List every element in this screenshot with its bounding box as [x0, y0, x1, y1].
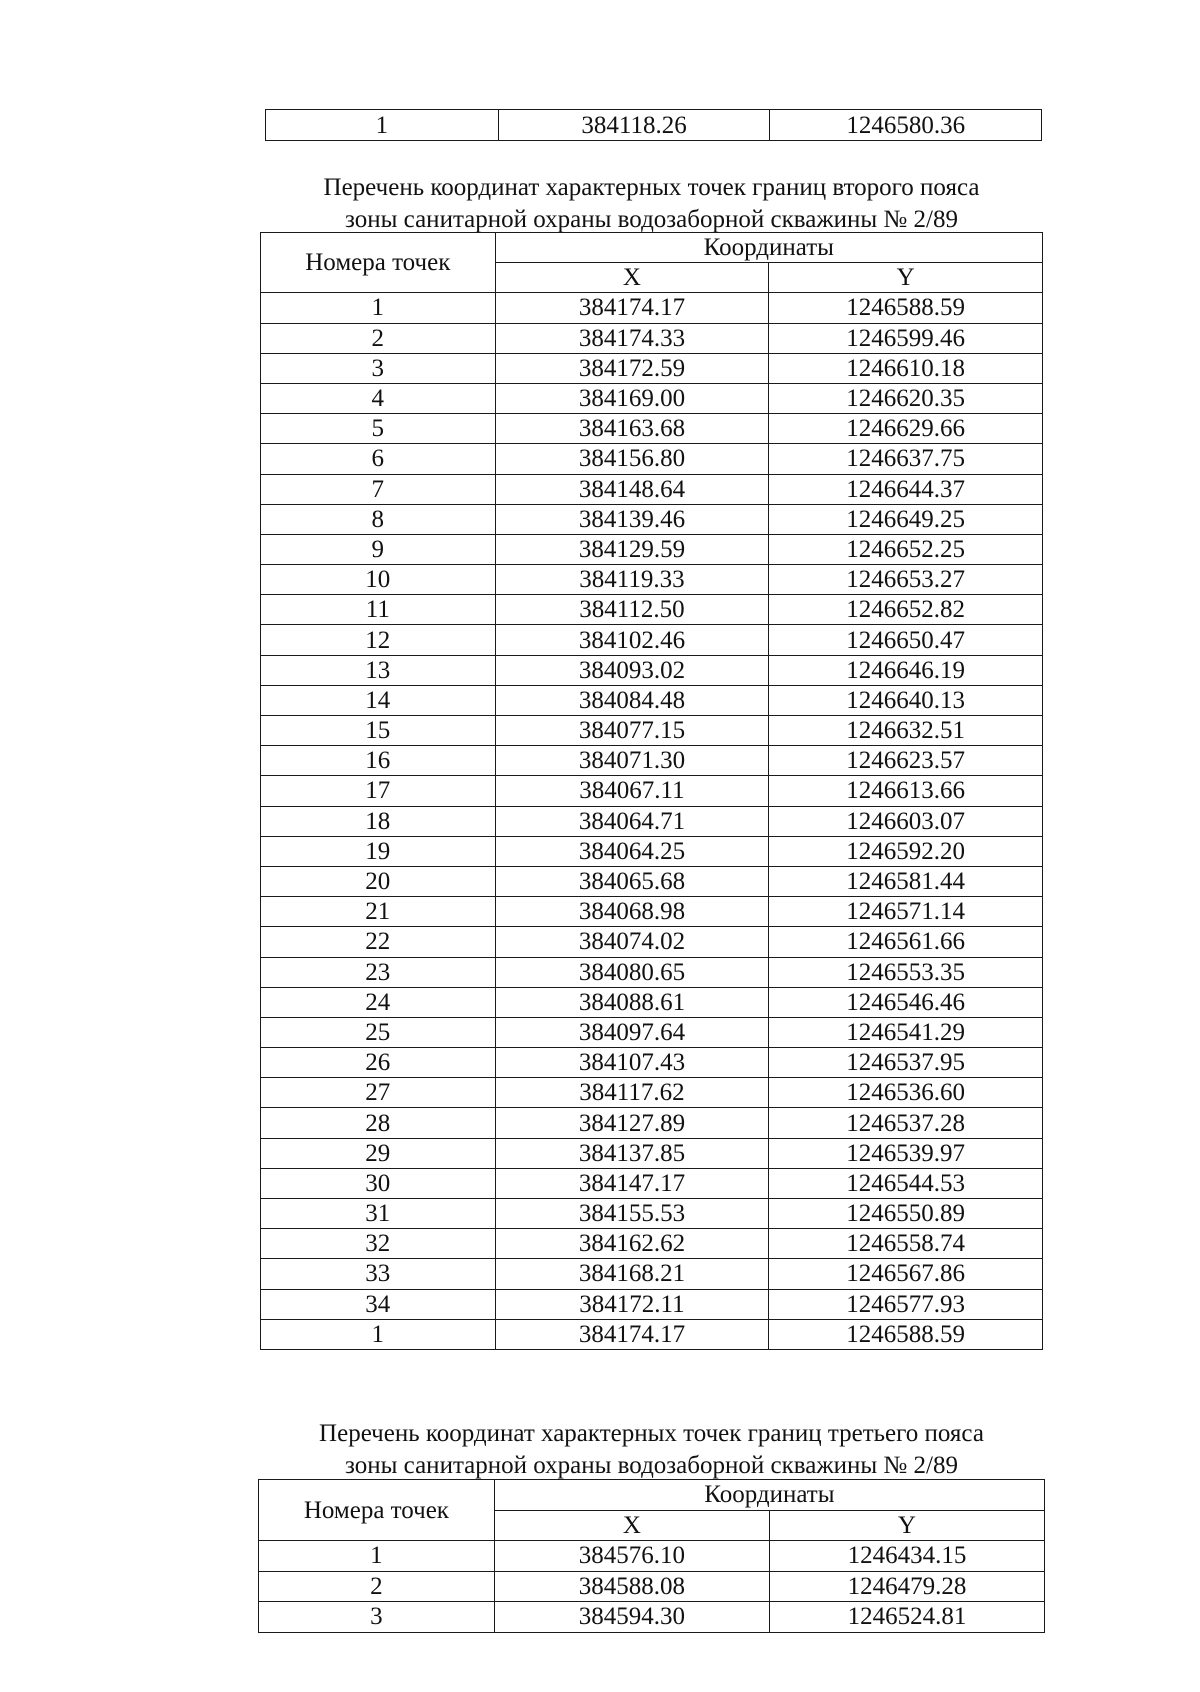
y-coordinate-cell: 1246620.35	[769, 383, 1043, 413]
y-coordinate-cell: 1246599.46	[769, 323, 1043, 353]
point-number-cell: 8	[261, 504, 496, 534]
y-coordinate-cell: 1246577.93	[769, 1289, 1043, 1319]
table-row	[261, 1289, 1043, 1319]
point-number-cell: 17	[261, 776, 496, 806]
y-coordinate-cell: 1246536.60	[769, 1078, 1043, 1108]
x-coordinate-cell: 384137.85	[495, 1138, 769, 1168]
x-coordinate-cell: 384112.50	[495, 595, 769, 625]
table-row	[261, 504, 1043, 534]
header-point-numbers: Номера точек	[259, 1480, 495, 1541]
x-coordinate-cell: 384594.30	[494, 1602, 769, 1633]
y-coordinate-cell: 1246588.59	[769, 1319, 1043, 1349]
y-coordinate-cell: 1246613.66	[769, 776, 1043, 806]
x-coordinate-cell: 384071.30	[495, 746, 769, 776]
point-number-cell: 28	[261, 1108, 496, 1138]
y-coordinate-cell: 1246539.97	[769, 1138, 1043, 1168]
x-coordinate-cell: 384074.02	[495, 927, 769, 957]
y-coordinate-cell: 1246623.57	[769, 746, 1043, 776]
table-row	[259, 1602, 1045, 1633]
x-coordinate-cell: 384172.59	[495, 353, 769, 383]
table-row	[261, 957, 1043, 987]
table-row	[259, 1571, 1045, 1602]
x-coordinate-cell: 384068.98	[495, 897, 769, 927]
point-number-cell: 19	[261, 836, 496, 866]
table-row	[261, 444, 1043, 474]
second-belt-title-line2: зоны санитарной охраны водозаборной скважины № 2/89	[345, 206, 958, 233]
point-number-cell: 3	[259, 1602, 495, 1633]
x-coordinate-cell: 384065.68	[495, 866, 769, 896]
y-coordinate-cell: 1246558.74	[769, 1229, 1043, 1259]
second-belt-title-line1: Перечень координат характерных точек границ второго пояса	[323, 174, 980, 201]
y-coordinate-cell: 1246646.19	[769, 655, 1043, 685]
y-coordinate-cell: 1246541.29	[769, 1017, 1043, 1047]
header-y: Y	[769, 263, 1043, 293]
x-coordinate-cell: 384097.64	[495, 1017, 769, 1047]
point-number-cell: 3	[261, 353, 496, 383]
x-coordinate-cell: 384127.89	[495, 1108, 769, 1138]
x-coordinate-cell: 384156.80	[495, 444, 769, 474]
third-belt-caption	[258, 1418, 1045, 1482]
point-number-cell: 5	[261, 414, 496, 444]
x-coordinate-cell: 384174.17	[495, 293, 769, 323]
x-coordinate-cell: 384117.62	[495, 1078, 769, 1108]
x-coordinate-cell: 384576.10	[494, 1541, 769, 1572]
second-belt-table-header	[261, 233, 1043, 293]
x-coordinate-cell: 384067.11	[495, 776, 769, 806]
point-number-cell: 16	[261, 746, 496, 776]
y-coordinate-cell: 1246479.28	[769, 1571, 1044, 1602]
table-row	[261, 1229, 1043, 1259]
point-number-cell: 29	[261, 1138, 496, 1168]
point-number-cell: 33	[261, 1259, 496, 1289]
y-coordinate-cell: 1246649.25	[769, 504, 1043, 534]
y-coordinate-cell: 1246588.59	[769, 293, 1043, 323]
point-number-cell: 1	[261, 1319, 496, 1349]
y-coordinate-cell: 1246637.75	[769, 444, 1043, 474]
table-row	[261, 685, 1043, 715]
x-coordinate-cell: 384129.59	[495, 534, 769, 564]
table-row	[261, 383, 1043, 413]
point-number-cell: 22	[261, 927, 496, 957]
x-coordinate-cell: 384168.21	[495, 1259, 769, 1289]
x-coordinate-cell: 384102.46	[495, 625, 769, 655]
header-point-numbers: Номера точек	[261, 233, 496, 293]
second-belt-table	[260, 232, 1043, 1350]
x-coordinate-cell: 384588.08	[494, 1571, 769, 1602]
y-coordinate-cell: 1246629.66	[769, 414, 1043, 444]
top-continuation-table	[265, 109, 1042, 141]
table-row	[261, 1017, 1043, 1047]
y-coordinate-cell: 1246632.51	[769, 716, 1043, 746]
x-coordinate-cell: 384084.48	[495, 685, 769, 715]
table-row	[261, 806, 1043, 836]
x-coordinate-cell: 384088.61	[495, 987, 769, 1017]
table-row	[261, 866, 1043, 896]
table-row	[261, 716, 1043, 746]
x-coordinate-cell: 384174.17	[495, 1319, 769, 1349]
x-coordinate-cell: 384139.46	[495, 504, 769, 534]
table-row	[259, 1541, 1045, 1572]
point-number-cell: 9	[261, 534, 496, 564]
point-number-cell: 27	[261, 1078, 496, 1108]
y-coordinate-cell: 1246592.20	[769, 836, 1043, 866]
y-coordinate-cell: 1246553.35	[769, 957, 1043, 987]
point-number-cell: 25	[261, 1017, 496, 1047]
x-coordinate-cell: 384174.33	[495, 323, 769, 353]
third-belt-title-line2: зоны санитарной охраны водозаборной скважины № 2/89	[345, 1452, 958, 1479]
point-number-cell: 6	[261, 444, 496, 474]
point-number-cell: 4	[261, 383, 496, 413]
point-number-cell: 21	[261, 897, 496, 927]
y-coordinate-cell: 1246610.18	[769, 353, 1043, 383]
point-number-cell: 13	[261, 655, 496, 685]
y-coordinate-cell: 1246567.86	[769, 1259, 1043, 1289]
table-row	[261, 836, 1043, 866]
point-number-cell: 11	[261, 595, 496, 625]
y-coordinate-cell: 1246581.44	[769, 866, 1043, 896]
x-coordinate-cell: 384107.43	[495, 1048, 769, 1078]
point-number-cell: 2	[259, 1571, 495, 1602]
third-belt-table-header	[259, 1480, 1045, 1541]
x-coordinate-cell: 384077.15	[495, 716, 769, 746]
header-x: X	[494, 1510, 769, 1541]
x-coordinate-cell: 384080.65	[495, 957, 769, 987]
y-coordinate-cell: 1246640.13	[769, 685, 1043, 715]
third-belt-table-body	[259, 1541, 1045, 1633]
point-number-cell: 15	[261, 716, 496, 746]
point-number-cell: 23	[261, 957, 496, 987]
table-row	[261, 1259, 1043, 1289]
y-coordinate-cell: 1246546.46	[769, 987, 1043, 1017]
y-coordinate-cell: 1246434.15	[769, 1541, 1044, 1572]
table-row	[261, 534, 1043, 564]
point-number-cell: 1	[261, 293, 496, 323]
table-row	[261, 1108, 1043, 1138]
point-number-cell: 12	[261, 625, 496, 655]
y-coordinate-cell: 1246650.47	[769, 625, 1043, 655]
point-number-cell: 30	[261, 1168, 496, 1198]
y-coordinate-cell: 1246644.37	[769, 474, 1043, 504]
point-number-cell: 24	[261, 987, 496, 1017]
third-belt-title-line1: Перечень координат характерных точек границ третьего пояса	[319, 1420, 984, 1447]
x-coordinate-cell: 384162.62	[495, 1229, 769, 1259]
x-coordinate-cell: 384118.26	[498, 110, 770, 141]
table-row	[261, 1168, 1043, 1198]
table-row	[261, 293, 1043, 323]
y-coordinate-cell: 1246652.82	[769, 595, 1043, 625]
top-table-body	[266, 110, 1042, 141]
second-belt-caption	[260, 172, 1043, 236]
point-number-cell: 34	[261, 1289, 496, 1319]
point-number-cell: 7	[261, 474, 496, 504]
table-row	[261, 746, 1043, 776]
x-coordinate-cell: 384147.17	[495, 1168, 769, 1198]
x-coordinate-cell: 384064.25	[495, 836, 769, 866]
header-coordinates: Координаты	[495, 233, 1042, 263]
point-number-cell: 10	[261, 565, 496, 595]
table-row	[261, 927, 1043, 957]
y-coordinate-cell: 1246537.28	[769, 1108, 1043, 1138]
table-row	[261, 1078, 1043, 1108]
second-belt-table-body	[261, 293, 1043, 1350]
x-coordinate-cell: 384169.00	[495, 383, 769, 413]
table-row	[261, 776, 1043, 806]
y-coordinate-cell: 1246652.25	[769, 534, 1043, 564]
table-row	[261, 625, 1043, 655]
point-number-cell: 18	[261, 806, 496, 836]
table-row	[261, 897, 1043, 927]
point-number-cell: 20	[261, 866, 496, 896]
x-coordinate-cell: 384064.71	[495, 806, 769, 836]
table-row	[266, 110, 1042, 141]
y-coordinate-cell: 1246550.89	[769, 1199, 1043, 1229]
table-row	[261, 1319, 1043, 1349]
point-number-cell: 1	[259, 1541, 495, 1572]
point-number-cell: 26	[261, 1048, 496, 1078]
table-row	[261, 1199, 1043, 1229]
point-number-cell: 14	[261, 685, 496, 715]
table-row	[261, 323, 1043, 353]
y-coordinate-cell: 1246544.53	[769, 1168, 1043, 1198]
x-coordinate-cell: 384148.64	[495, 474, 769, 504]
header-coordinates: Координаты	[494, 1480, 1044, 1511]
y-coordinate-cell: 1246524.81	[769, 1602, 1044, 1633]
y-coordinate-cell: 1246603.07	[769, 806, 1043, 836]
table-row	[261, 987, 1043, 1017]
table-row	[261, 655, 1043, 685]
x-coordinate-cell: 384155.53	[495, 1199, 769, 1229]
y-coordinate-cell: 1246580.36	[770, 110, 1042, 141]
point-number-cell: 32	[261, 1229, 496, 1259]
table-row	[261, 595, 1043, 625]
table-row	[261, 1048, 1043, 1078]
header-y: Y	[769, 1510, 1044, 1541]
header-x: X	[495, 263, 769, 293]
x-coordinate-cell: 384093.02	[495, 655, 769, 685]
third-belt-table	[258, 1479, 1045, 1633]
table-row	[261, 565, 1043, 595]
x-coordinate-cell: 384119.33	[495, 565, 769, 595]
point-number-cell: 31	[261, 1199, 496, 1229]
table-row	[261, 353, 1043, 383]
x-coordinate-cell: 384172.11	[495, 1289, 769, 1319]
table-row	[261, 1138, 1043, 1168]
point-number-cell: 1	[266, 110, 499, 141]
y-coordinate-cell: 1246653.27	[769, 565, 1043, 595]
y-coordinate-cell: 1246537.95	[769, 1048, 1043, 1078]
x-coordinate-cell: 384163.68	[495, 414, 769, 444]
point-number-cell: 2	[261, 323, 496, 353]
table-row	[261, 414, 1043, 444]
y-coordinate-cell: 1246571.14	[769, 897, 1043, 927]
table-row	[261, 474, 1043, 504]
y-coordinate-cell: 1246561.66	[769, 927, 1043, 957]
